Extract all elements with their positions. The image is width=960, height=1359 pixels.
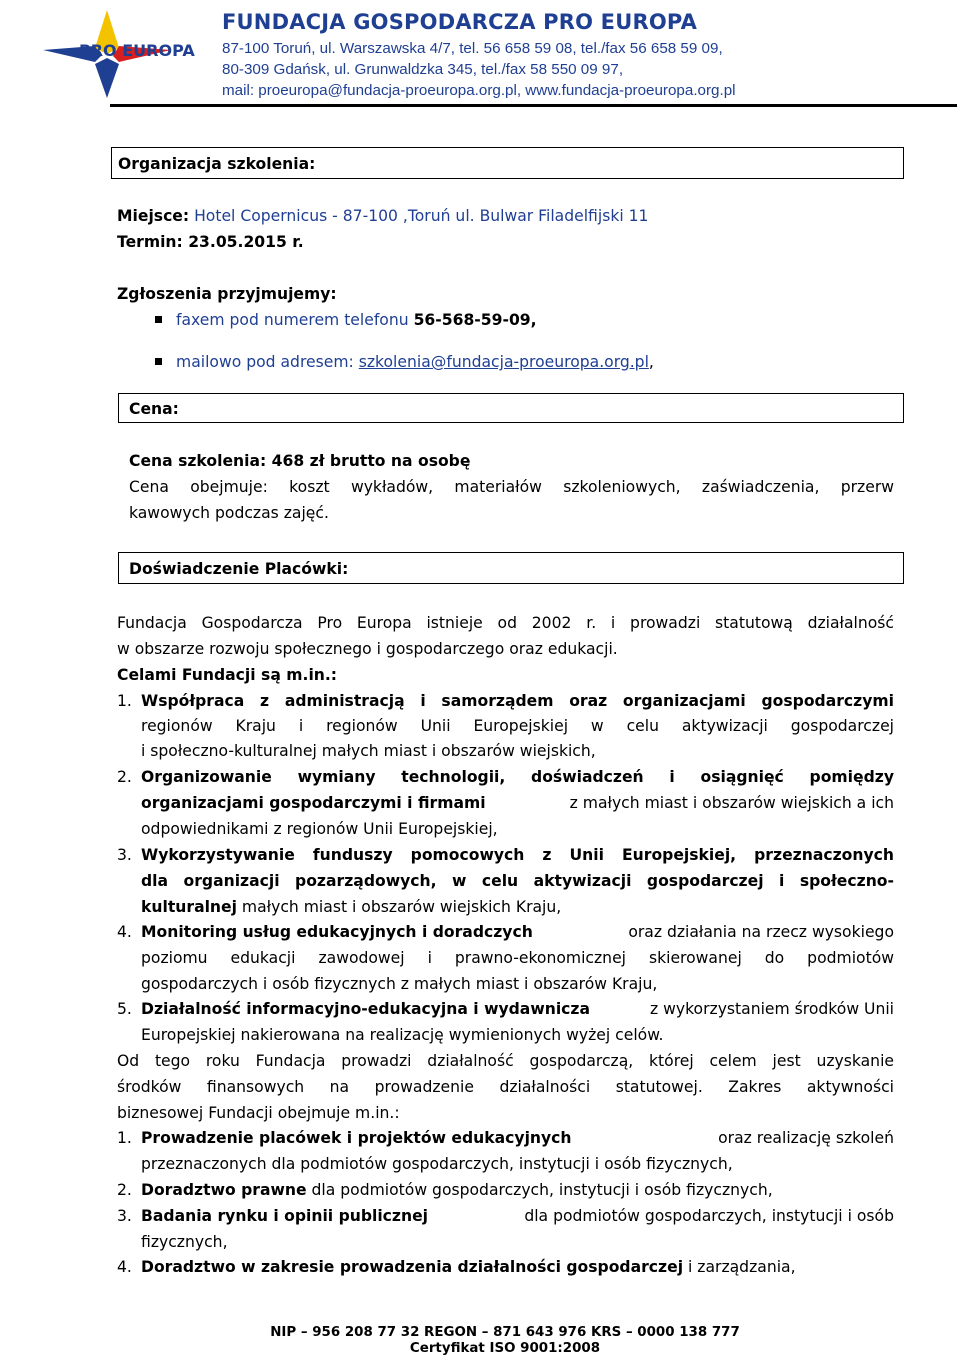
experience-intro-line1: Fundacja Gospodarcza Pro Europa istnieje od 2002 r. i prowadzi statutową działalność xyxy=(117,614,894,632)
goal-3-line3 xyxy=(141,897,561,917)
business-1-bold: Prowadzenie placówek i projektów edukacyjnych xyxy=(141,1129,572,1147)
goal-2-line2 xyxy=(141,793,894,813)
bullet-icon xyxy=(155,316,162,323)
experience-section-title: Doświadczenie Placówki: xyxy=(129,560,349,578)
business-3-bold: Badania rynku i opinii publicznej xyxy=(141,1207,429,1225)
goal-5-line1 xyxy=(141,999,894,1019)
logo-star-bottom xyxy=(95,58,119,98)
goal-5-line2: Europejskiej nakierowana na realizację wymienionych wyżej celów. xyxy=(141,1026,664,1044)
price-includes-line2: kawowych podczas zajęć. xyxy=(129,504,329,522)
business-line3: biznesowej Fundacji obejmuje m.in.: xyxy=(117,1104,400,1122)
goal-2-line3: odpowiednikami z regionów Unii Europejskiej, xyxy=(141,820,498,838)
goal-4-line2: poziomu edukacji zawodowej i prawno-ekonomicznej skierowanej do podmiotów xyxy=(141,949,894,967)
business-number: 2. xyxy=(117,1181,132,1199)
goal-2-line1: Organizowanie wymiany technologii, doświadczeń i osiągnięć pomiędzy xyxy=(141,768,894,786)
goal-3-line3-bold: kulturalnej xyxy=(141,898,237,916)
footer-iso: Certyfikat ISO 9001:2008 xyxy=(409,1341,601,1356)
business-2-line1 xyxy=(141,1180,773,1200)
price-section-box xyxy=(118,393,904,423)
business-1-line1 xyxy=(141,1128,894,1148)
term-line: Termin: 23.05.2015 r. xyxy=(117,233,304,251)
business-line1: Od tego roku Fundacja prowadzi działalność gospodarczą, której celem jest uzyskanie xyxy=(117,1052,894,1070)
pro-europa-logo xyxy=(35,10,195,98)
business-number: 4. xyxy=(117,1258,132,1276)
goal-number: 3. xyxy=(117,846,132,864)
business-number: 3. xyxy=(117,1207,132,1225)
goal-4-line3: gospodarczych i osób fizycznych z małych miast i obszarów Kraju, xyxy=(141,975,658,993)
organization-section-box xyxy=(111,147,904,179)
goal-5-line1-bold: Działalność informacyjno-edukacyjna i wydawnicza xyxy=(141,1000,591,1018)
bullet-icon xyxy=(155,358,162,365)
mail-suffix: , xyxy=(648,353,654,371)
price-includes-line1: Cena obejmuje: koszt wykładów, materiałów szkoleniowych, zaświadczenia, przerw xyxy=(129,478,894,496)
goal-3-line1: Wykorzystywanie funduszy pomocowych z Unii Europejskiej, przeznaczonych xyxy=(141,846,894,864)
business-1-line2: przeznaczonych dla podmiotów gospodarczych, instytucji i osób fizycznych, xyxy=(141,1155,733,1173)
fax-line xyxy=(176,310,537,330)
place-value: Hotel Copernicus - 87-100 ,Toruń ul. Bulwar Filadelfijski 11 xyxy=(189,207,649,225)
contact-line: mail: proeuropa@fundacja-proeuropa.org.pl, www.fundacja-proeuropa.org.pl xyxy=(222,82,736,99)
business-2-bold: Doradztwo prawne xyxy=(141,1181,307,1199)
business-3-rest: dla podmiotów gospodarczych, instytucji i osób xyxy=(524,1207,894,1225)
goal-3-line3-rest: małych miast i obszarów wiejskich Kraju, xyxy=(236,898,562,916)
price-line: Cena szkolenia: 468 zł brutto na osobę xyxy=(129,452,471,470)
fax-number: 56-568-59-09, xyxy=(413,311,537,329)
business-4-bold: Doradztwo w zakresie prowadzenia działalności gospodarczej xyxy=(141,1258,684,1276)
applications-title: Zgłoszenia przyjmujemy: xyxy=(117,285,337,303)
business-1-rest: oraz realizację szkoleń xyxy=(718,1129,894,1147)
organization-section-title: Organizacja szkolenia: xyxy=(118,155,316,173)
goal-2-line2-rest: z małych miast i obszarów wiejskich a ich xyxy=(569,794,894,812)
fax-prefix: faxem pod numerem telefonu xyxy=(176,311,414,329)
mail-prefix: mailowo pod adresem: xyxy=(176,353,359,371)
place-label: Miejsce: xyxy=(117,207,190,225)
goal-1-line2: regionów Kraju i regionów Unii Europejskiej w celu aktywizacji gospodarczej xyxy=(141,717,894,735)
address-torun: 87-100 Toruń, ul. Warszawska 4/7, tel. 56 658 59 08, tel./fax 56 658 59 09, xyxy=(222,40,723,57)
goal-3-line2: dla organizacji pozarządowych, w celu aktywizacji gospodarczej i społeczno- xyxy=(141,872,894,890)
goal-4-line1-rest: oraz działania na rzecz wysokiego xyxy=(628,923,894,941)
business-line2: środków finansowych na prowadzenie działalności statutowej. Zakres aktywności xyxy=(117,1078,894,1096)
goal-number: 5. xyxy=(117,1000,132,1018)
price-section-title: Cena: xyxy=(129,400,179,418)
goal-1-line3: i społeczno-kulturalnej małych miast i obszarów wiejskich, xyxy=(141,742,596,760)
place-line xyxy=(117,206,648,226)
goal-4-line1-bold: Monitoring usług edukacyjnych i doradczych xyxy=(141,923,533,941)
business-4-rest: i zarządzania, xyxy=(683,1258,796,1276)
goal-1-line1: Współpraca z administracją i samorządem oraz organizacjami gospodarczymi xyxy=(141,692,894,710)
business-4-line1 xyxy=(141,1257,796,1277)
logo-text: PRO EUROPA xyxy=(79,41,195,60)
experience-section-box xyxy=(118,552,904,584)
footer-registry: NIP – 956 208 77 32 REGON – 871 643 976 KRS – 0000 138 777 xyxy=(270,1325,740,1340)
goal-number: 2. xyxy=(117,768,132,786)
business-2-rest: dla podmiotów gospodarczych, instytucji i osób fizycznych, xyxy=(306,1181,773,1199)
goal-4-line1 xyxy=(141,922,894,942)
experience-intro-line2: w obszarze rozwoju społecznego i gospodarczego oraz edukacji. xyxy=(117,640,618,658)
goal-2-line2-bold: organizacjami gospodarczymi i firmami xyxy=(141,794,486,812)
business-3-line2: fizycznych, xyxy=(141,1233,228,1251)
business-number: 1. xyxy=(117,1129,132,1147)
address-gdansk: 80-309 Gdańsk, ul. Grunwaldzka 345, tel./fax 58 550 09 97, xyxy=(222,61,624,78)
goal-number: 1. xyxy=(117,692,132,710)
goal-number: 4. xyxy=(117,923,132,941)
business-3-line1 xyxy=(141,1206,894,1226)
goal-5-line1-rest: z wykorzystaniem środków Unii xyxy=(649,1000,894,1018)
header-divider xyxy=(110,104,957,107)
mail-link[interactable]: szkolenia@fundacja-proeuropa.org.pl xyxy=(358,353,649,371)
goals-title: Celami Fundacji są m.in.: xyxy=(117,666,338,684)
mail-line xyxy=(176,352,654,372)
org-name: FUNDACJA GOSPODARCZA PRO EUROPA xyxy=(222,10,698,34)
